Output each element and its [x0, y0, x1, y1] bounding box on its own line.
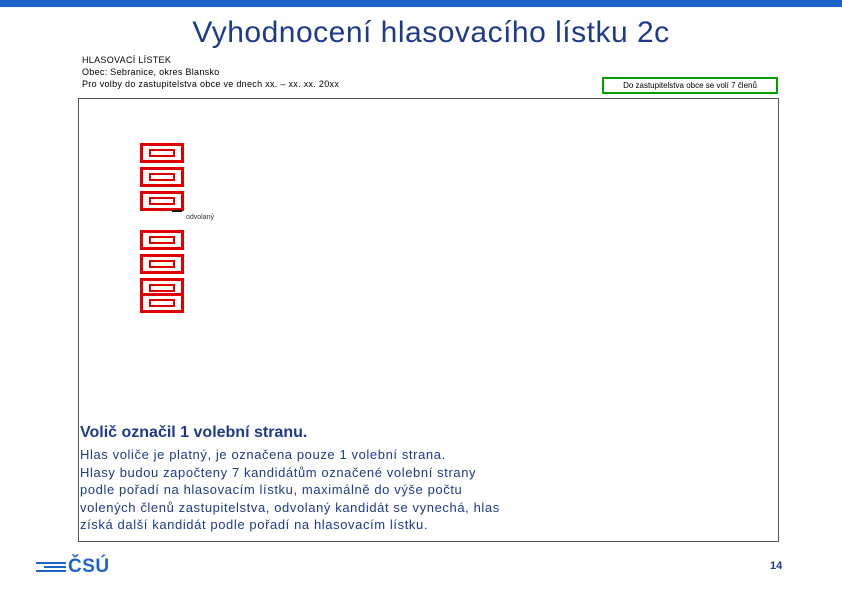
ballot-header-title: HLASOVACÍ LÍSTEK — [82, 55, 172, 65]
candidate-mark-4[interactable] — [140, 230, 184, 250]
result-heading: Volič označil 1 volební stranu. — [80, 424, 308, 441]
ballot-header — [82, 54, 339, 90]
logo-lines-icon — [36, 562, 66, 572]
logo-text: ČSÚ — [68, 556, 110, 577]
ballot-header-municipality: Obec: Sebranice, okres Blansko — [82, 67, 220, 77]
page-title: Vyhodnocení hlasovacího lístku 2c — [192, 16, 670, 49]
recalled-label: odvolaný — [186, 214, 215, 221]
members-count-box: Do zastupitelstva obce se volí 7 členů — [602, 77, 778, 94]
explanation-line: Hlasy budou započteny 7 kandidátům označené volební strany — [80, 464, 477, 480]
explanation-line: volených členů zastupitelstva, odvolaný kandidát se vynechá, hlas — [80, 499, 500, 515]
candidate-mark-2[interactable] — [140, 167, 184, 187]
result-explanation — [80, 446, 500, 534]
candidate-mark-1[interactable] — [140, 143, 184, 163]
explanation-line: podle pořadí na hlasovacím lístku, maximálně do výše počtu — [80, 482, 463, 497]
csu-logo — [36, 556, 110, 578]
explanation-line: Hlas voliče je platný, je označena pouze 1 volební strana. — [80, 447, 446, 462]
candidate-mark-5[interactable] — [140, 254, 184, 274]
top-accent-bar — [0, 0, 842, 7]
candidate-mark-7[interactable] — [140, 293, 184, 313]
explanation-line: získá další kandidát podle pořadí na hlasovacím lístku. — [80, 517, 429, 532]
ballot-header-election: Pro volby do zastupitelstva obce ve dnech xx. – xx. xx. 20xx — [82, 79, 340, 89]
page-number: 14 — [770, 560, 783, 572]
candidate-mark-3[interactable] — [140, 191, 184, 211]
recalled-dash — [172, 210, 182, 212]
